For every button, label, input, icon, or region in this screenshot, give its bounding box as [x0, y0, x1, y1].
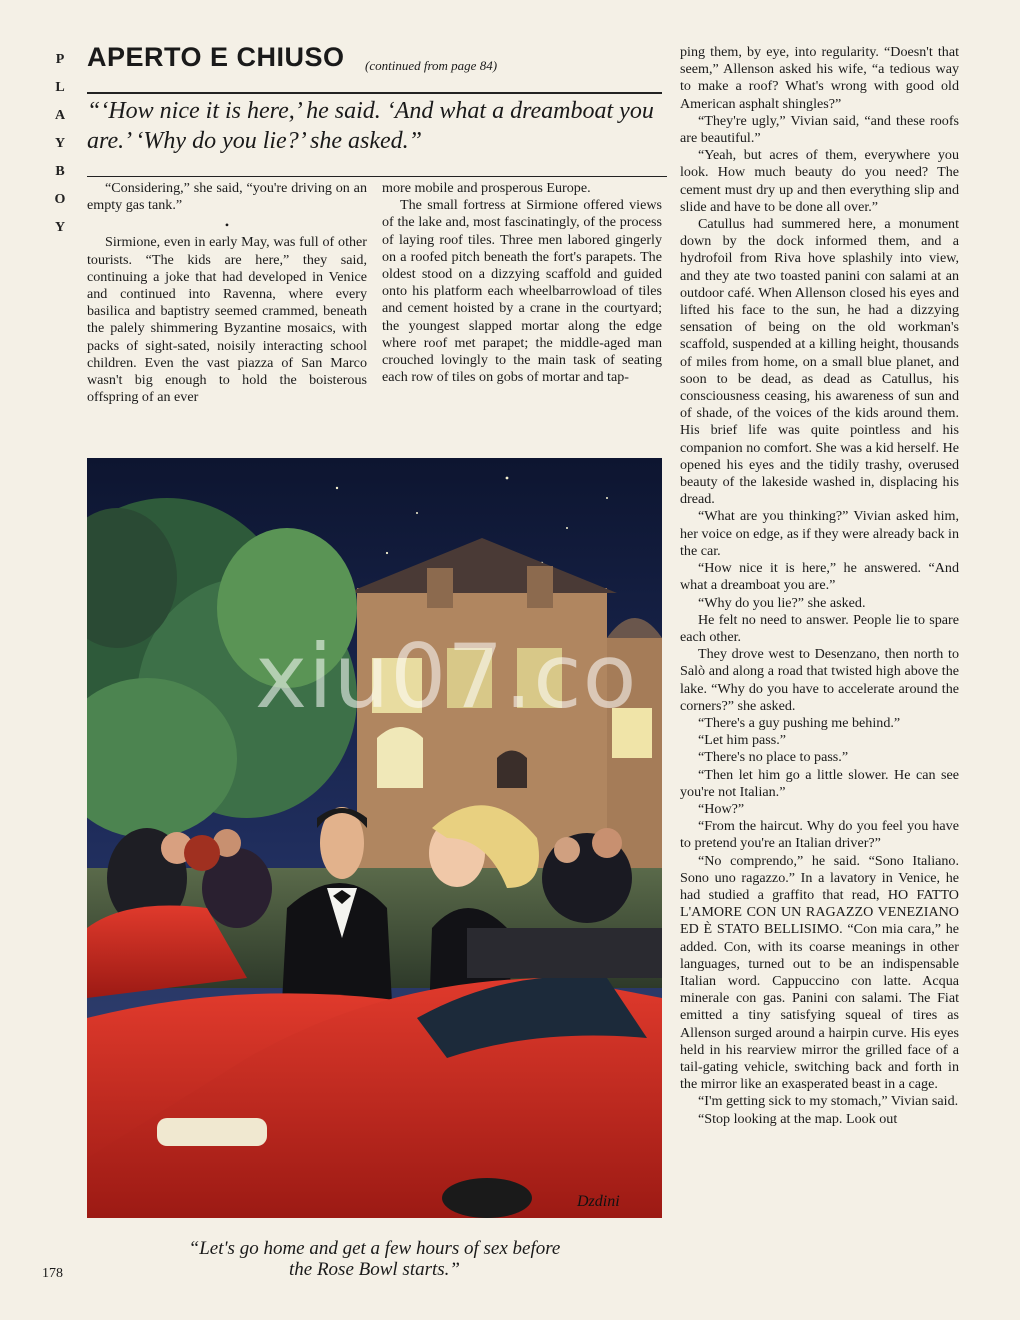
illustration-caption [87, 1238, 662, 1280]
paragraph: “Then let him go a little slower. He can see you're not Italian.” [680, 766, 959, 800]
continued-note: (continued from page 84) [365, 58, 498, 73]
brand-letter: Y [54, 220, 66, 235]
paragraph: “Stop looking at the map. Look out [698, 1110, 898, 1127]
paragraph: “Considering,” she said, “you're driving on an empty gas tank.” [87, 180, 367, 214]
brand-letter: A [54, 108, 66, 123]
paragraph: “There's a guy pushing me behind.” [698, 714, 901, 731]
paragraph: “How nice it is here,” he answered. “And what a dreamboat you are.” [680, 560, 959, 594]
caption-line: the Rose Bowl starts.” [288, 1259, 460, 1280]
tree [87, 498, 357, 838]
brand-letter: O [54, 192, 66, 207]
paragraph: “I'm getting sick to my stomach,” Vivian said. [698, 1093, 959, 1110]
paragraph: The small fortress at Sirmione offered views of the lake and, most fascinatingly, of the process of laying roof tiles. Three men labored gingerly on a roofed pitch beneath the fort's parapets. The oldest stood on a dizzying scaffold and guided onto his platform each wheelbarrowload of tiles and cement hoisted by a crane in the courtyard; the youngest slapped mortar along the edge where roof met parapet; the middle-aged man crouched lovingly to the main task of seating each row of tiles on gobs of mortar and tap- [382, 197, 662, 386]
illustration [87, 458, 662, 1218]
artist-signature: Dzdini [577, 1193, 620, 1210]
magazine-vertical-title [50, 46, 70, 242]
brand-letter: P [55, 52, 65, 67]
paragraph: “From the haircut. Why do you feel you have to pretend you're an Italian driver?” [680, 818, 959, 852]
caption-line: “Let's go home and get a few hours of sex before [188, 1238, 561, 1259]
paragraph: They drove west to Desenzano, then north to Salò and along a road that twisted high above the lake. “Why do you have to accelerate around the corners?” she asked. [680, 646, 959, 714]
paragraph: “They're ugly,” Vivian said, “and these roofs are beautiful.” [680, 112, 959, 147]
paragraph: “Let him pass.” [698, 732, 787, 749]
text-column-2 [382, 180, 662, 386]
brand-letter: Y [54, 136, 66, 151]
article-header [87, 42, 662, 94]
paragraph: ping them, by eye, into regularity. “Doesn't that seem,” Allenson asked his wife, “a tedious way to make a roof? What's wrong with good old American asphalt shingles?” [680, 44, 959, 112]
paragraph: “Yeah, but acres of them, everywhere you look. How much beauty do you need? The cement must dry up and then everything slip and slide and have to be done all over.” [680, 147, 959, 215]
paragraph: more mobile and prosperous Europe. [382, 180, 591, 196]
paragraph: Catullus had summered here, a monument down by the dock informed them, and a hydrofoil from Riva hove splashily into view, and they ate two toasted panini con salami at an outdoor café. When Allenson closed his eyes and lifted his face to the sun, he had a dizzying sensation of being on the old workman's scaffold, suspended at a killing height, thousands of miles from home, on a small blue planet, and soon to be dead, as dead as Catullus, his consciousness ceasing, his awareness of sun and of shade, of the voices of the kids around them. His brief life was quite pointless and his companion no comfort. She was a kid herself. He opened his eyes and the tidily trashy, overused beauty of the lakeside washed in, displacing his dread. [680, 216, 959, 508]
paragraph: “Why do you lie?” she asked. [698, 594, 866, 611]
page-number: 178 [42, 1266, 63, 1281]
watermark-text: xiu07.co [255, 625, 638, 728]
section-bullet: • [224, 218, 230, 233]
article-title: APERTO E CHIUSO [87, 42, 345, 72]
text-column-1 [87, 180, 367, 406]
paragraph: “How?” [698, 800, 745, 817]
paragraph: “No comprendo,” he said. “Sono Italiano. Sono uno ragazzo.” In a lavatory in Venice, he had studied a graffito that read, HO FATTO L'AMORE CON UN RAGAZZO VENEZIANO ED È STATO BELLISIMO. “Con mia cara,” he added. Con, with its coarse meanings in other languages, turned out to be an indispensable Italian word. Cappuccino con latte. Acqua minerale con gas. Panini con salami. The Fiat emitted a tiny satisfying squeal of tires as Allenson surged around a hairpin curve. His eyes held in his rearview mirror the grilled face of a tail-gating vehicle, switching back and forth in the mirror like an exasperated beast in a cage. [680, 852, 959, 1093]
text-column-3 [680, 44, 959, 1128]
brand-letter: L [55, 80, 65, 95]
paragraph: He felt no need to answer. People lie to spare each other. [680, 611, 959, 645]
paragraph: “What are you thinking?” Vivian asked him, her voice on edge, as if they were already back in the car. [680, 508, 960, 559]
paragraph: Sirmione, even in early May, was full of other tourists. “The kids are here,” they said, continuing a joke that had developed in Venice and continued into Ravenna, where every basilica and baptistry seemed crammed, beneath the palely shimmering Byzantine mosaics, with packs of sight-sated, noisily interacting school children. Even the vast piazza of San Marco wasn't big enough to hold the boisterous offspring of an ever [87, 234, 367, 406]
pull-quote: “‘How nice it is here,’ he said. ‘And what a dreamboat you are.’ ‘Why do you lie?’ she asked.” [87, 96, 667, 177]
paragraph: “There's no place to pass.” [698, 749, 849, 766]
brand-letter: B [55, 164, 65, 179]
